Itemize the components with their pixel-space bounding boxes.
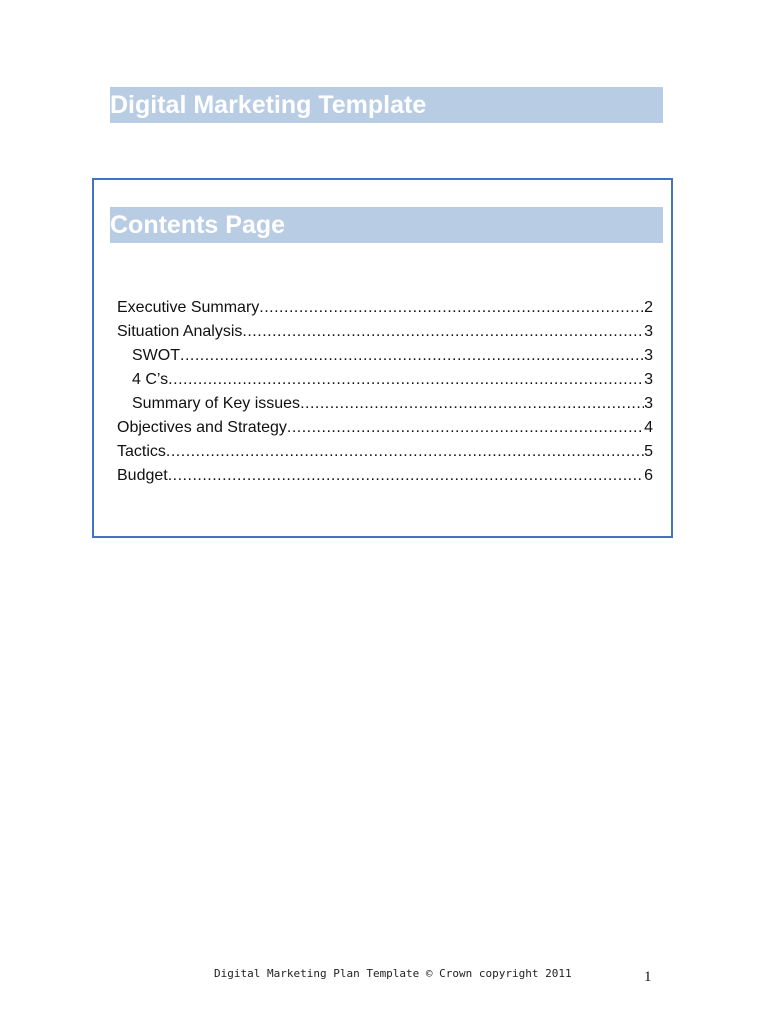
toc-label: Executive Summary — [117, 299, 260, 316]
toc-leader-dots — [166, 440, 644, 464]
toc-page-number: 6 — [644, 467, 653, 484]
table-of-contents — [117, 296, 653, 488]
toc-label: Situation Analysis — [117, 323, 243, 340]
page-number: 1 — [644, 969, 652, 985]
toc-page-number: 3 — [644, 395, 653, 412]
toc-page-number: 4 — [644, 419, 653, 436]
toc-label: SWOT — [132, 347, 180, 364]
toc-page-number: 5 — [644, 443, 653, 460]
toc-entry-4-cs[interactable] — [117, 368, 653, 392]
toc-label: Summary of Key issues — [132, 395, 301, 412]
toc-entry-executive-summary[interactable] — [117, 296, 653, 320]
toc-leader-dots — [300, 392, 644, 416]
toc-entry-summary-of-key-issues[interactable] — [117, 392, 653, 416]
toc-entry-objectives-and-strategy[interactable] — [117, 416, 653, 440]
toc-leader-dots — [180, 344, 644, 368]
toc-leader-dots — [287, 416, 644, 440]
toc-label: Budget — [117, 467, 168, 484]
toc-page-number: 2 — [644, 299, 653, 316]
toc-leader-dots — [168, 368, 644, 392]
toc-label: Objectives and Strategy — [117, 419, 287, 436]
footer-copyright: Digital Marketing Plan Template © Crown copyright 2011 — [214, 967, 572, 980]
toc-entry-swot[interactable] — [117, 344, 653, 368]
toc-leader-dots — [259, 296, 644, 320]
contents-heading: Contents Page — [110, 211, 286, 239]
toc-page-number: 3 — [644, 371, 653, 388]
document-title: Digital Marketing Template — [110, 91, 427, 119]
contents-banner — [110, 207, 663, 243]
toc-leader-dots — [242, 320, 644, 344]
toc-leader-dots — [168, 464, 644, 488]
toc-page-number: 3 — [644, 347, 653, 364]
toc-label: Tactics — [117, 443, 166, 460]
toc-page-number: 3 — [644, 323, 653, 340]
toc-label: 4 C’s — [132, 371, 169, 388]
toc-entry-budget[interactable] — [117, 464, 653, 488]
toc-entry-situation-analysis[interactable] — [117, 320, 653, 344]
contents-box — [92, 178, 673, 538]
title-banner — [110, 87, 663, 123]
toc-entry-tactics[interactable] — [117, 440, 653, 464]
